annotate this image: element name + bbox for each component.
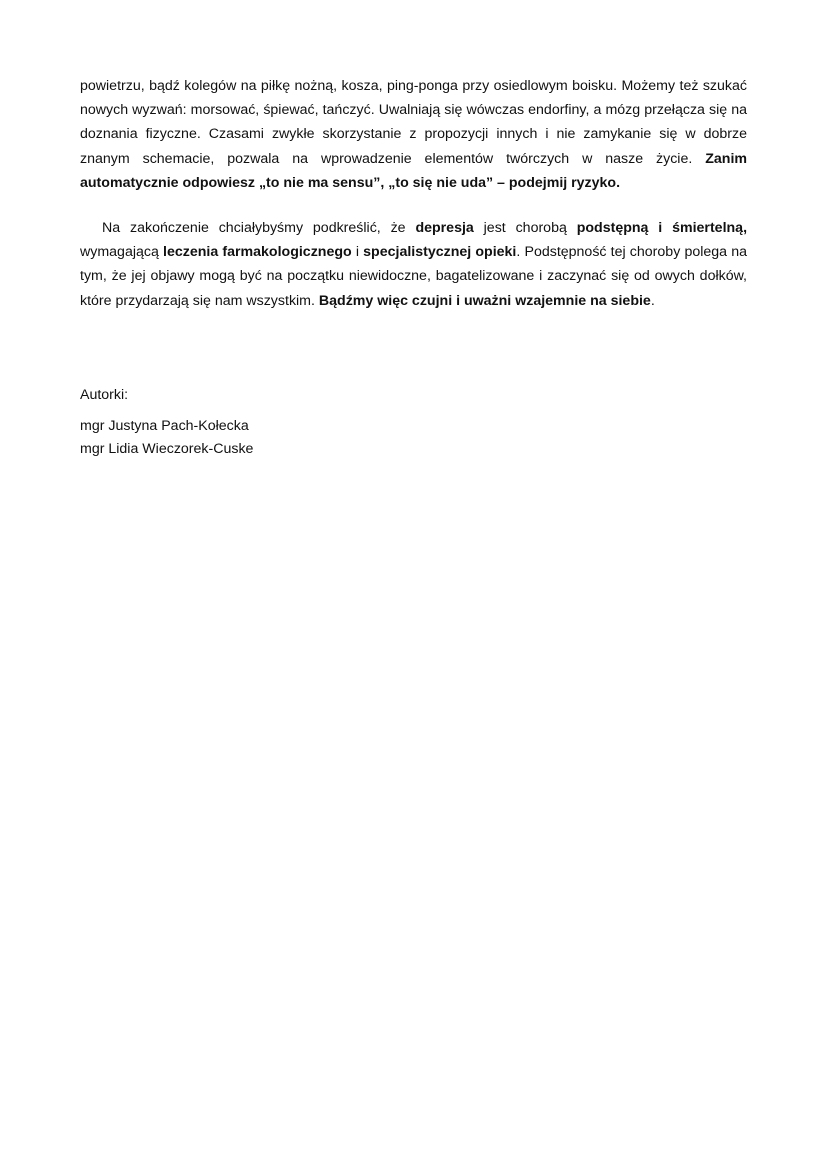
conclusion-text-1: Na zakończenie chciałybyśmy podkreślić, że bbox=[102, 220, 416, 237]
authors-label: Autorki: bbox=[80, 386, 129, 403]
authors-section bbox=[80, 383, 747, 461]
conclusion-text-4: i bbox=[351, 244, 364, 261]
paragraph-conclusion bbox=[80, 216, 747, 313]
conclusion-text-6: . bbox=[650, 292, 655, 309]
conclusion-bold-podstepna: podstępną i śmiertelną, bbox=[576, 220, 748, 237]
paragraph-activities bbox=[80, 74, 747, 195]
conclusion-bold-opieki: specjalistycznej opieki bbox=[363, 244, 517, 261]
author-name: mgr Lidia Wieczorek-Cuske bbox=[80, 441, 254, 458]
conclusion-text-5: . Podstępność tej choroby polega na tym, że jej objawy mogą być na początku niewidoczne, bagatelizowane i zaczynać się od owych dołków, które przydarzają się nam wszystkim. bbox=[80, 244, 747, 309]
paragraph-activities-text: powietrzu, bądź kolegów na piłkę nożną, kosza, ping-ponga przy osiedlowym boisku. Możemy też szukać nowych wyzwań: morsować, śpiewać, tańczyć. Uwalniają się wówczas endorfiny, a mózg przełącza się na doznania fizyczne. Czasami zwykłe skorzystanie z propozycji innych i nie zamykanie się w dobrze znanym schemacie, pozwala na wprowadzenie elementów twórczych w nasze życie. bbox=[80, 78, 747, 167]
conclusion-bold-appeal: Bądźmy więc czujni i uważni wzajemnie na siebie bbox=[318, 292, 651, 309]
conclusion-text-3: wymagającą bbox=[80, 244, 164, 261]
conclusion-bold-leczenia: leczenia farmakologicznego bbox=[163, 244, 352, 261]
conclusion-bold-depresja: depresja bbox=[415, 220, 474, 237]
paragraph-activities-bold-quote: Zanim automatycznie odpowiesz „to nie ma sensu”, „to się nie uda” – podejmij ryzyko. bbox=[80, 150, 747, 191]
author-name: mgr Justyna Pach-Kołecka bbox=[80, 418, 249, 435]
conclusion-text-2: jest chorobą bbox=[473, 220, 577, 237]
document-page bbox=[80, 74, 747, 461]
